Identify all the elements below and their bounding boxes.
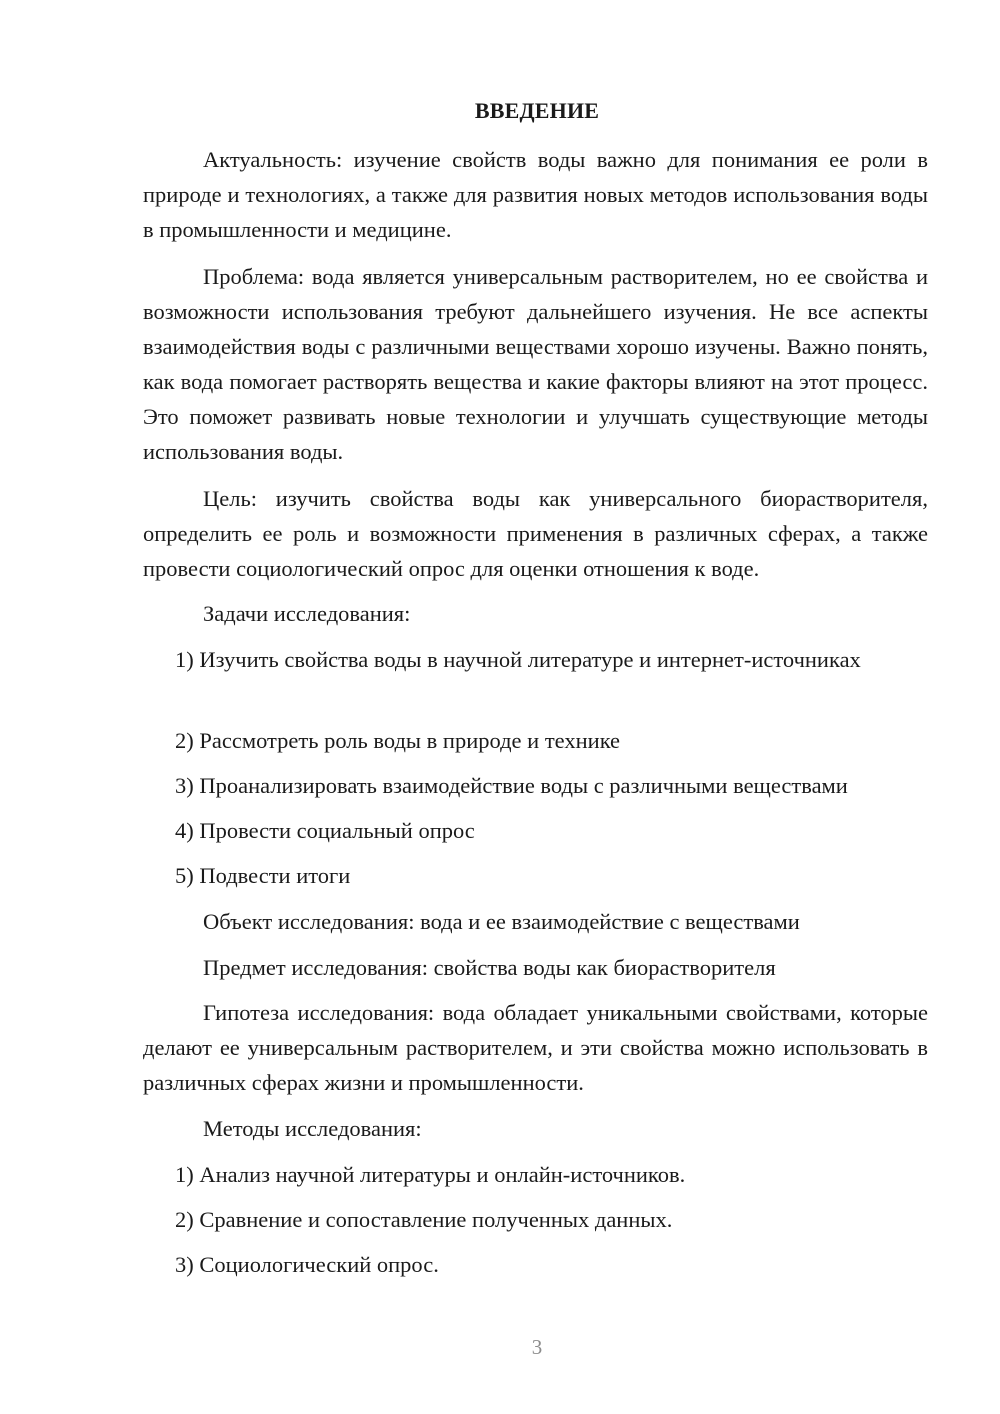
task-item-4: 4) Провести социальный опрос — [175, 818, 475, 843]
task-item-2: 2) Рассмотреть роль воды в природе и технике — [175, 728, 621, 753]
goal-paragraph: Цель: изучить свойства воды как универсального биорастворителя, определить ее роль и возможности применения в различных сферах, а также провести социологический опрос для оценки отношения к воде. — [143, 486, 928, 581]
problem-paragraph: Проблема: вода является универсальным растворителем, но ее свойства и возможности использования требуют дальнейшего изучения. Не все аспекты взаимодействия воды с различными веществами хорошо изучены. Важно понять, как вода помогает растворять вещества и какие факторы влияют на этот процесс. Это поможет развивать новые технологии и улучшать существующие методы использования воды. — [143, 264, 928, 464]
task-item-1: 1) Изучить свойства воды в научной литературе и интернет-источниках — [175, 647, 861, 672]
task-item-3: 3) Проанализировать взаимодействие воды с различными веществами — [175, 773, 848, 798]
method-item-3: 3) Социологический опрос. — [175, 1252, 439, 1277]
relevance-paragraph: Актуальность: изучение свойств воды важно для понимания ее роли в природе и технологиях, а также для развития новых методов использования воды в промышленности и медицине. — [143, 147, 928, 242]
page-number: 3 — [531, 1335, 543, 1359]
section-title: ВВЕДЕНИЕ — [474, 98, 600, 123]
method-item-1: 1) Анализ научной литературы и онлайн-источников. — [175, 1162, 686, 1187]
tasks-heading: Задачи исследования: — [203, 601, 411, 626]
subject-paragraph: Предмет исследования: свойства воды как биорастворителя — [203, 955, 776, 980]
hypothesis-paragraph: Гипотеза исследования: вода обладает уникальными свойствами, которые делают ее универсальным растворителем, и эти свойства можно использовать в различных сферах жизни и промышленности. — [143, 1000, 928, 1095]
methods-heading: Методы исследования: — [203, 1116, 422, 1141]
object-paragraph: Объект исследования: вода и ее взаимодействие с веществами — [203, 909, 800, 934]
task-item-5: 5) Подвести итоги — [175, 863, 351, 888]
method-item-2: 2) Сравнение и сопоставление полученных данных. — [175, 1207, 673, 1232]
